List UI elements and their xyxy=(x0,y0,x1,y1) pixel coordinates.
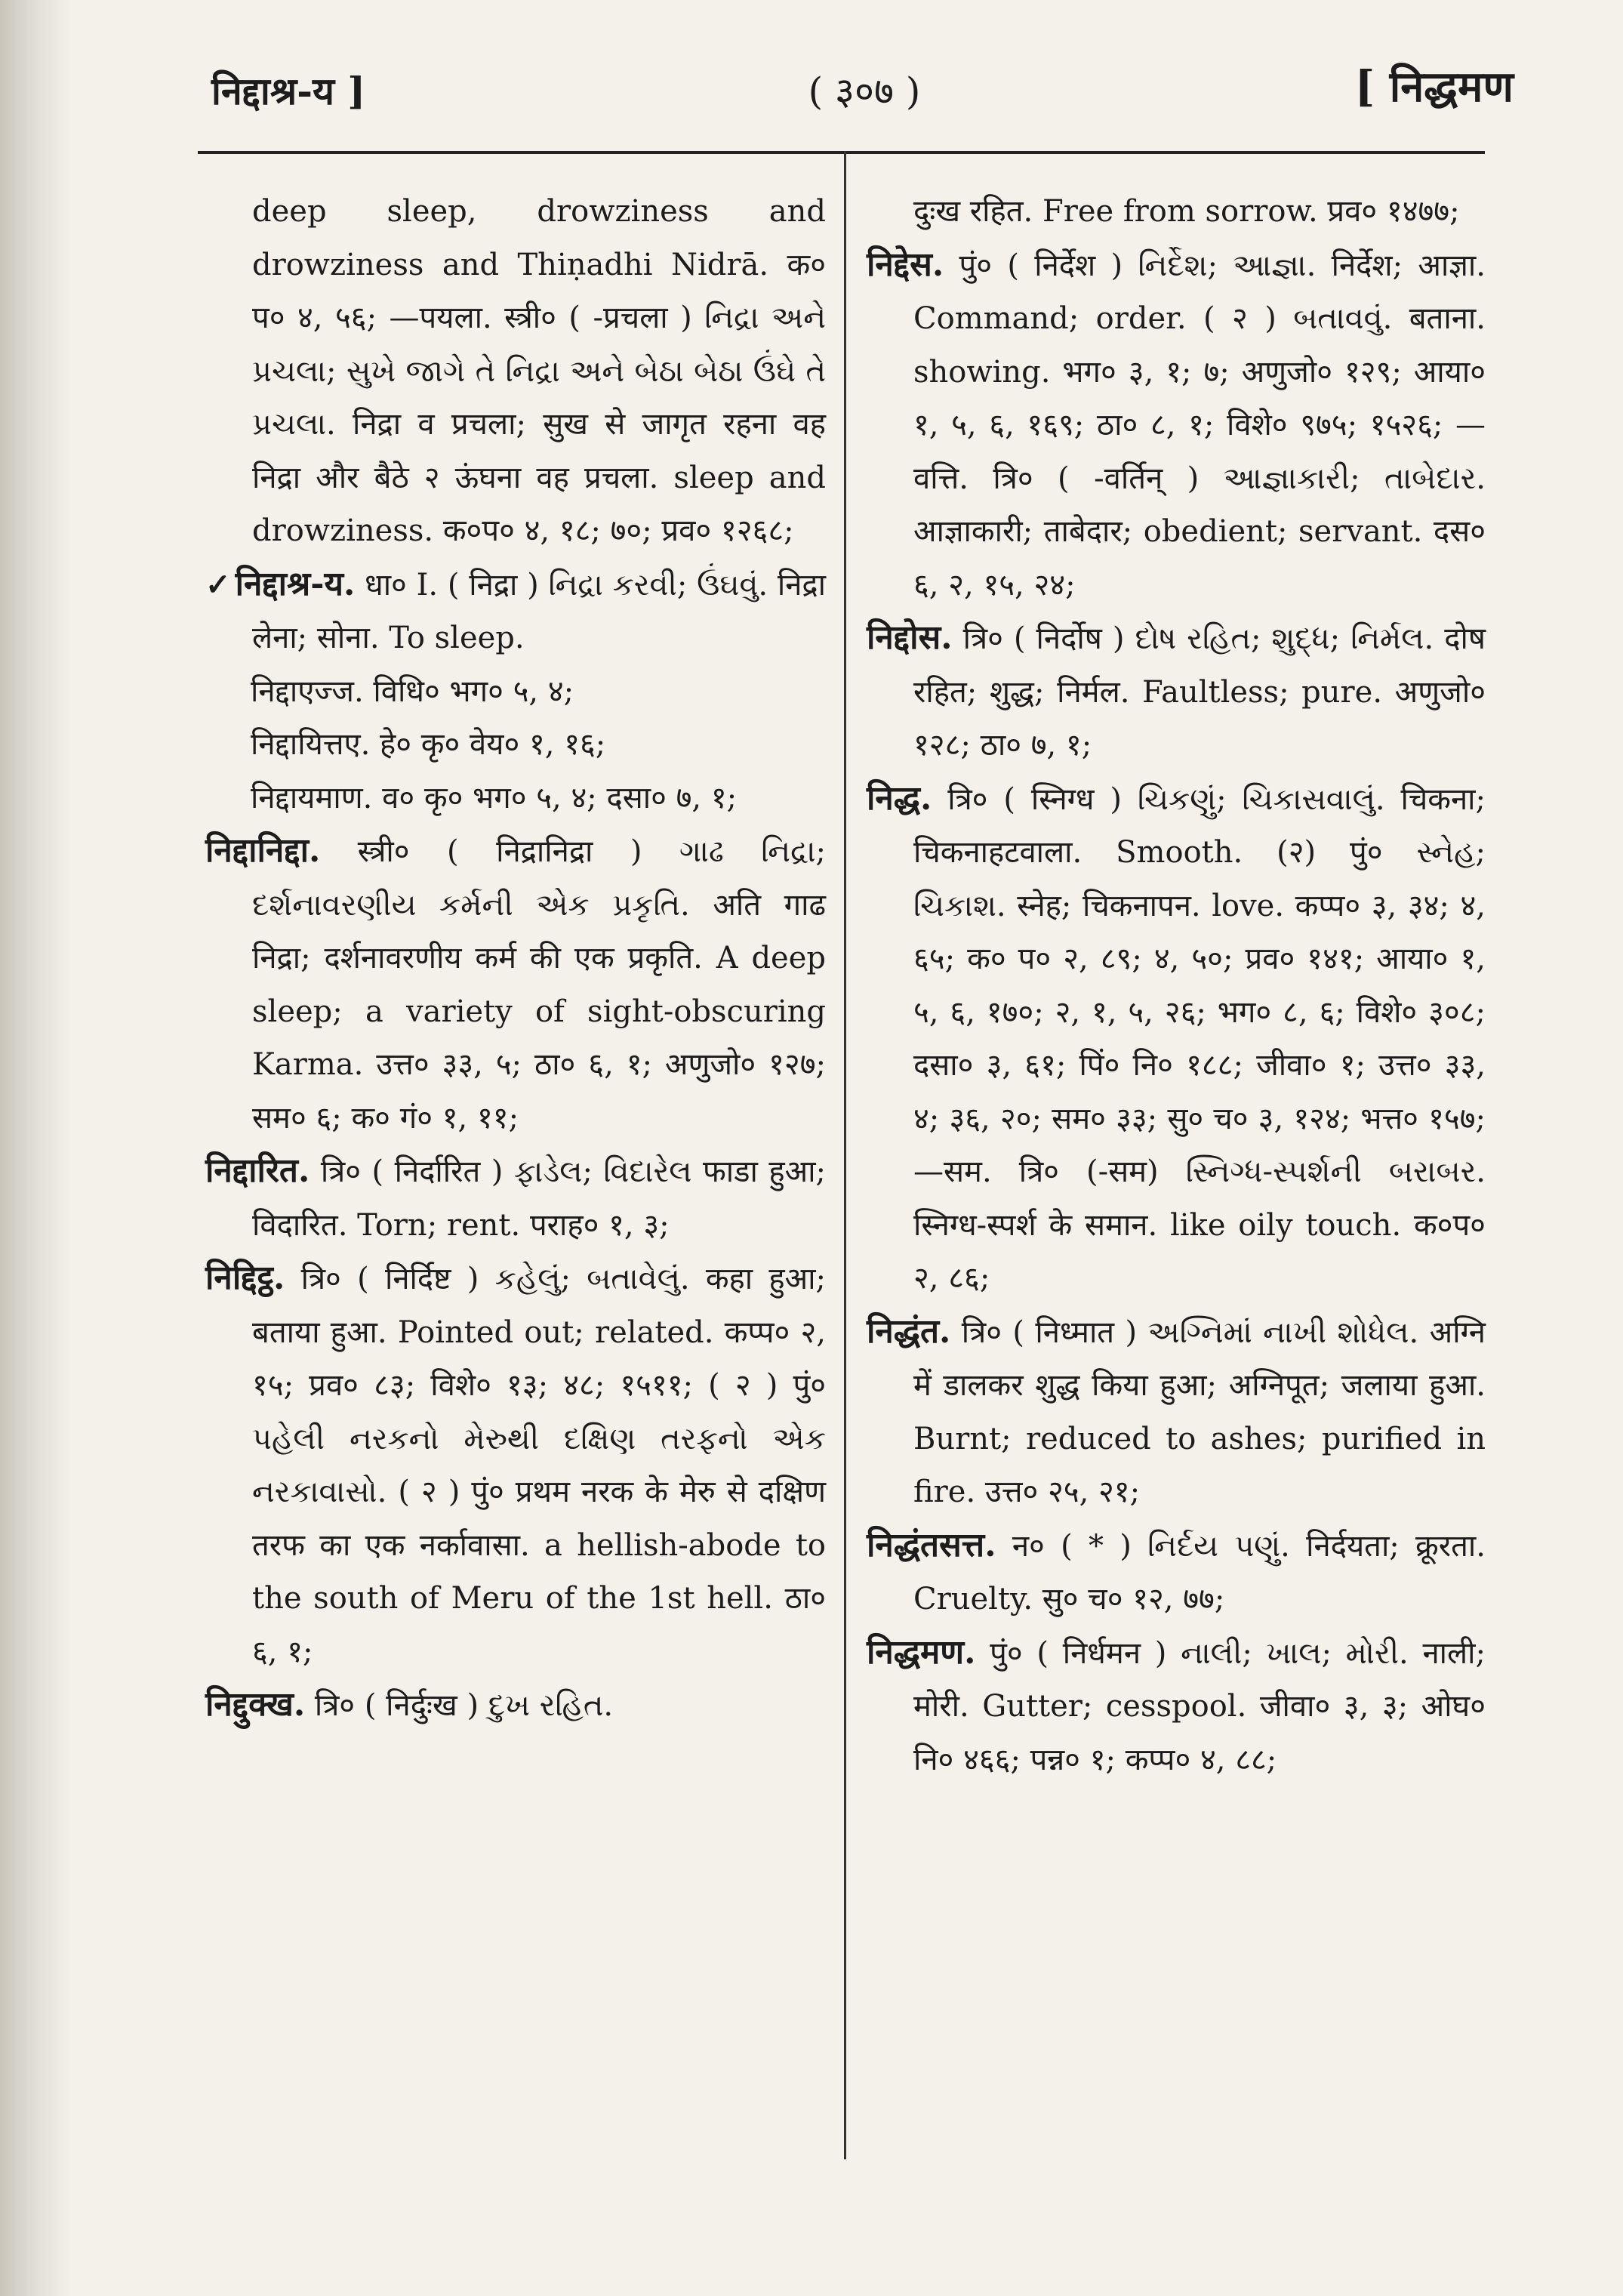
right-column xyxy=(867,185,1486,1786)
entry-headword: निद्दानिद्दा. xyxy=(205,831,321,870)
entry-text: त्रि० ( निर्दोष ) દોષ રહિત; શુદ્ધ; નિર્મલ. दोष रहित; शुद्ध; निर्मल. Faultless; pure. अणुजो० १२८; ठा० ७, १; xyxy=(913,621,1486,763)
entry-headword: निद्दारित. xyxy=(205,1151,310,1190)
entry-headword: निद्दिट्ठ. xyxy=(205,1259,285,1297)
entry-headword: निद्धंत. xyxy=(867,1311,951,1351)
entry-continuation xyxy=(867,185,1486,239)
dictionary-entry xyxy=(867,1305,1486,1519)
subform-text: निद्दायमाण. व० कृ० भग० ५, ४; दसा० ७, १; xyxy=(251,780,738,815)
dictionary-entry xyxy=(867,239,1486,612)
column-divider xyxy=(844,151,846,2159)
entry-text: त्रि० ( स्निग्ध ) ચિકણું; ચિકાસવાલું. चिकना; चिकनाहटवाला. Smooth. (२) पुं० સ્નેહ; ચિકાશ. स्नेह; चिकनापन. love. कप्प० ३, ३४; ४, ६५; क० प० २, ८९; ४, ५०; प्रव० १४१; आया० १, ५, ६, १७०; २, १, ५, २६; भग० ८, ६; विशे० ३०८; दसा० ३, ६१; पिं० नि० १८८; जीवा० १; उत्त० ३३, ४; ३६, २०; सम० ३३; सु० च० ३, १२४; भत्त० १५७; —सम. त्रि० (-सम) સ્નિગ્ધ-સ્પર્શની બરાબર. स्निग्ध-स्पर्श के समान. like oily touch. क०प० २, ८६; xyxy=(913,781,1486,1296)
entry-headword: निद्दुक्ख. xyxy=(205,1685,306,1724)
entry-headword: निद्धंतसत्त. xyxy=(867,1525,996,1564)
entry-continuation xyxy=(205,185,826,558)
entry-text: स्त्री० ( निद्रानिद्रा ) ગાઢ નિદ્રા; દર્શનાવરણીય કર્મની એક પ્રકૃતિ. अति गाढ निद्रा; दर्शनावरणीय कर्म की एक प्रकृति. A deep sleep; a variety of sight-obscuring Karma. उत्त० ३३, ५; ठा० ६, १; अणुजो० १२७; सम० ६; क० गं० १, ११; xyxy=(252,834,826,1136)
entry-headword: निद्दाश्र-य. xyxy=(235,564,356,603)
dictionary-entry xyxy=(867,1519,1486,1626)
subform-text: निद्दाएज्ज. विधि० भग० ५, ४; xyxy=(251,673,574,709)
dictionary-entry xyxy=(867,772,1486,1305)
dictionary-entry xyxy=(205,558,826,665)
entry-subform xyxy=(205,772,826,825)
checkmark-icon: ✓ xyxy=(205,566,231,603)
header-left-guideword: निद्दाश्र-य ] xyxy=(211,69,366,113)
entry-text: त्रि० ( निर्दुःख ) દુખ રહિત. xyxy=(314,1688,614,1723)
entry-subform xyxy=(205,665,826,719)
header-rule xyxy=(198,151,1485,154)
entry-subform xyxy=(205,718,826,772)
entry-headword: निद्ध. xyxy=(867,778,932,818)
dictionary-entry xyxy=(867,612,1486,772)
entry-text: deep sleep, drowziness and drowziness and Thiṇadhi Nidrā. क० प० ४, ५६; —पयला. स्त्री० ( -प्रचला ) નિદ્રા અને પ્રચલા; સુખે જાગે તે નિદ્રા અને બેઠા બેઠા ઉંઘે તે પ્રચલા. निद्रा व प्रचला; सुख से जागृत रहना वह निद्रा और बैठे २ ऊंघना वह प्रचला. sleep and drowziness. क०प० ४, १८; ७०; प्रव० १२६८; xyxy=(252,194,826,548)
dictionary-entry xyxy=(205,1678,826,1733)
entry-text: त्रि० ( निर्दारित ) ફાડેલ; વિદારેલ फाडा हुआ; विदारित. Torn; rent. पराह० १, ३; xyxy=(252,1154,826,1243)
page-number: ( ३०७ ) xyxy=(808,69,921,113)
scanned-page-edge xyxy=(0,0,72,2296)
dictionary-entry xyxy=(205,824,826,1145)
entry-text: त्रि० ( निर्दिष्ट ) કહેલું; બતાવેલું. कहा हुआ; बताया हुआ. Pointed out; related. कप्प० २, १५; प्रव० ८३; विशे० १३; ४८; १५११; ( २ ) पुं० પહેલી નરકનો મેરુથી દક્ષિણ તરફનો એક નરકાવાસો. ( २ ) पुं० प्रथम नरक के मेरु से दक्षिण तरफ का एक नर्कावासा. a hellish-abode to the south of Meru of the 1st hell. ठा० ६, १; xyxy=(252,1262,826,1669)
entry-text: धा० I. ( निद्रा ) નિદ્રા કરવી; ઉંઘવું. निद्रा लेना; सोना. To sleep. xyxy=(252,567,827,655)
subform-text: निद्दायित्तए. हे० कृ० वेय० १, १६; xyxy=(251,727,606,762)
entry-text: पुं० ( निर्धमन ) નાલી; ખાલ; મોરી. नाली; मोरी. Gutter; cesspool. जीवा० ३, ३; ओघ० नि० ४६६; पन्न० १; कप्प० ४, ८८; xyxy=(913,1635,1486,1777)
page-header xyxy=(204,64,1514,132)
left-column xyxy=(205,185,826,1733)
entry-headword: निद्दोस. xyxy=(867,618,953,657)
entry-text: दुःख रहित. Free from sorrow. प्रव० १४७७; xyxy=(913,194,1460,229)
entry-headword: निद्देस. xyxy=(867,245,944,284)
entry-text: न० ( * ) નિર્દય પણું. निर्दयता; क्रूरता. Cruelty. सु० च० १२, ७७; xyxy=(913,1528,1486,1616)
dictionary-entry xyxy=(867,1626,1486,1787)
entry-text: त्रि० ( निध्मात ) અગ્નિમાં નાખી શોધેલ. अग्नि में डालकर शुद्ध किया हुआ; अग्निपूत; जलाया हुआ. Burnt; reduced to ashes; purified in fire. उत्त० २५, २१; xyxy=(913,1314,1486,1509)
entry-headword: निद्धमण. xyxy=(867,1632,976,1672)
entry-text: पुं० ( निर्देश ) નિર્દેશ; આજ્ઞા. निर्देश; आज्ञा. Command; order. ( २ ) બતાવવું. बताना. showing. भग० ३, १; ७; अणुजो० १२९; आया० १, ५, ६, १६९; ठा० ८, १; विशे० ९७५; १५२६; —वत्ति. त्रि० ( -वर्तिन् ) આજ્ઞાકારી; તાબેદાર. आज्ञाकारी; ताबेदार; obedient; servant. दस० ६, २, १५, २४; xyxy=(913,248,1486,603)
dictionary-entry xyxy=(205,1252,826,1678)
header-right-guideword: [ निद्धमण xyxy=(1354,62,1514,112)
dictionary-entry xyxy=(205,1145,826,1252)
